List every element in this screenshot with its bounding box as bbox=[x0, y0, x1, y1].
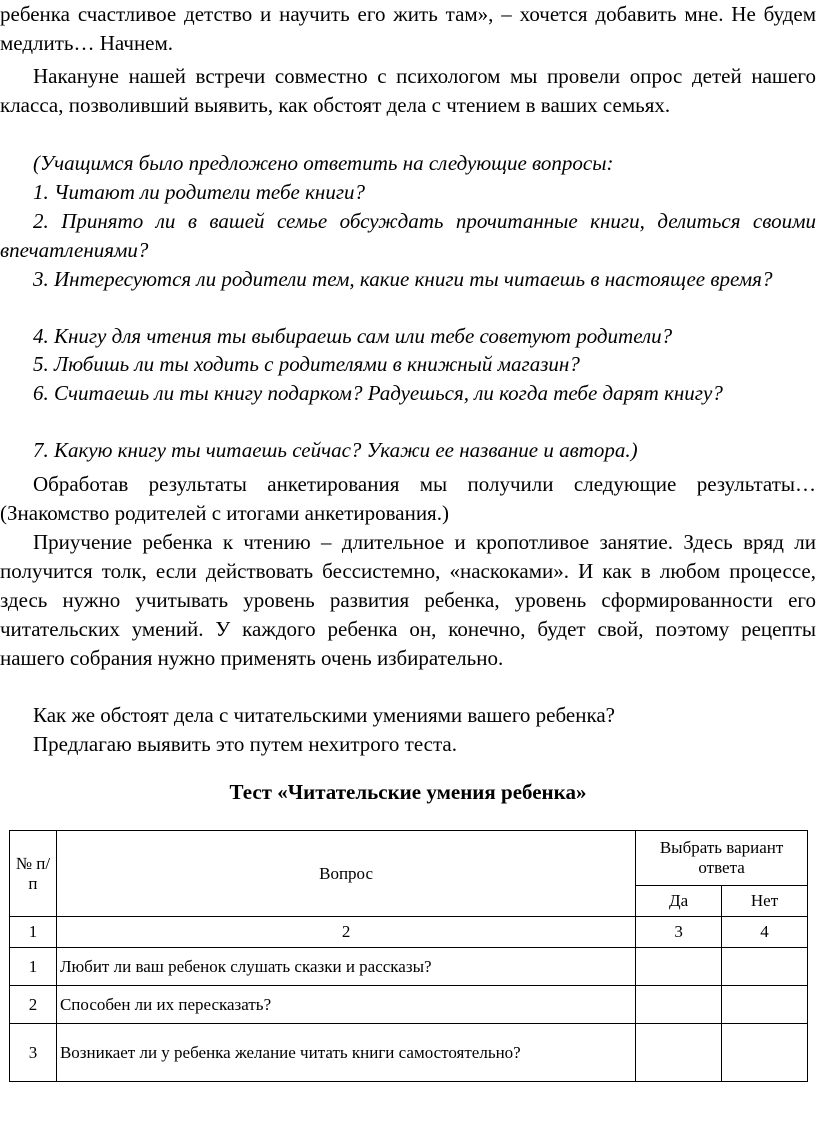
survey-question-4: 4. Книгу для чтения ты выбираешь сам или тебе советуют родители? bbox=[33, 324, 673, 348]
survey-questions-intro: (Учащимся было предложено ответить на следующие вопросы: bbox=[33, 151, 614, 175]
header-no: Нет bbox=[722, 886, 808, 917]
column-number-1: 1 bbox=[10, 917, 57, 948]
answer-no-cell[interactable] bbox=[722, 986, 808, 1024]
paragraph-survey-intro: Накануне нашей встречи совместно с психологом мы провели опрос детей нашего класса, позволивший выявить, как обстоят дела с чтением в ваших семьях. bbox=[0, 64, 816, 117]
header-yes: Да bbox=[636, 886, 722, 917]
survey-question-1: 1. Читают ли родители тебе книги? bbox=[33, 180, 366, 204]
answer-no-cell[interactable] bbox=[722, 948, 808, 986]
answer-no-cell[interactable] bbox=[722, 1024, 808, 1082]
table-row bbox=[10, 948, 808, 986]
column-number-2: 2 bbox=[56, 917, 635, 948]
table-column-numbers-row bbox=[10, 917, 808, 948]
table-row bbox=[10, 986, 808, 1024]
header-question: Вопрос bbox=[56, 831, 635, 917]
row-number: 2 bbox=[10, 986, 57, 1024]
test-title: Тест «Читательские умения ребенка» bbox=[229, 780, 587, 804]
test-table bbox=[9, 830, 808, 1082]
header-number: № п/п bbox=[10, 831, 57, 917]
paragraph-test-proposal: Предлагаю выявить это путем нехитрого теста. bbox=[33, 732, 457, 756]
paragraph-survey-results: Обработав результаты анкетирования мы получили следующие результаты… (Знакомство родителей с итогами анкетирования.) bbox=[0, 472, 816, 525]
paragraph-reading-habits: Приучение ребенка к чтению – длительное и кропотливое занятие. Здесь вряд ли получится толк, если действовать бессистемно, «наскоками». И как в любом процессе, здесь нужно учитывать уровень развития ребенка, уровень сформированности его читательских умений. У каждого ребенка он, конечно, будет свой, поэтому рецепты нашего собрания нужно применять очень избирательно. bbox=[0, 530, 816, 670]
paragraph-reading-skills-question: Как же обстоят дела с читательскими умениями вашего ребенка? bbox=[33, 703, 615, 727]
column-number-4: 4 bbox=[722, 917, 808, 948]
row-question: Любит ли ваш ребенок слушать сказки и рассказы? bbox=[56, 948, 635, 986]
row-number: 3 bbox=[10, 1024, 57, 1082]
paragraph-intro-continuation: ребенка счастливое детство и научить его жить там», – хочется добавить мне. Не будем медлить… Начнем. bbox=[0, 2, 816, 55]
table-header-row bbox=[10, 831, 808, 886]
survey-question-3: 3. Интересуются ли родители тем, какие книги ты читаешь в настоящее время? bbox=[33, 267, 773, 291]
answer-yes-cell[interactable] bbox=[636, 986, 722, 1024]
row-question: Способен ли их пересказать? bbox=[56, 986, 635, 1024]
column-number-3: 3 bbox=[636, 917, 722, 948]
header-choose-answer: Выбрать вариант ответа bbox=[636, 831, 808, 886]
survey-question-2: 2. Принято ли в вашей семье обсуждать прочитанные книги, делиться своими впечатлениями? bbox=[0, 209, 816, 262]
survey-question-6: 6. Считаешь ли ты книгу подарком? Радуешься, ли когда тебе дарят книгу? bbox=[33, 381, 723, 405]
table-row bbox=[10, 1024, 808, 1082]
answer-yes-cell[interactable] bbox=[636, 1024, 722, 1082]
row-question: Возникает ли у ребенка желание читать книги самостоятельно? bbox=[56, 1024, 635, 1082]
survey-question-5: 5. Любишь ли ты ходить с родителями в книжный магазин? bbox=[33, 352, 580, 376]
survey-question-7: 7. Какую книгу ты читаешь сейчас? Укажи ее название и автора.) bbox=[33, 438, 638, 462]
answer-yes-cell[interactable] bbox=[636, 948, 722, 986]
row-number: 1 bbox=[10, 948, 57, 986]
